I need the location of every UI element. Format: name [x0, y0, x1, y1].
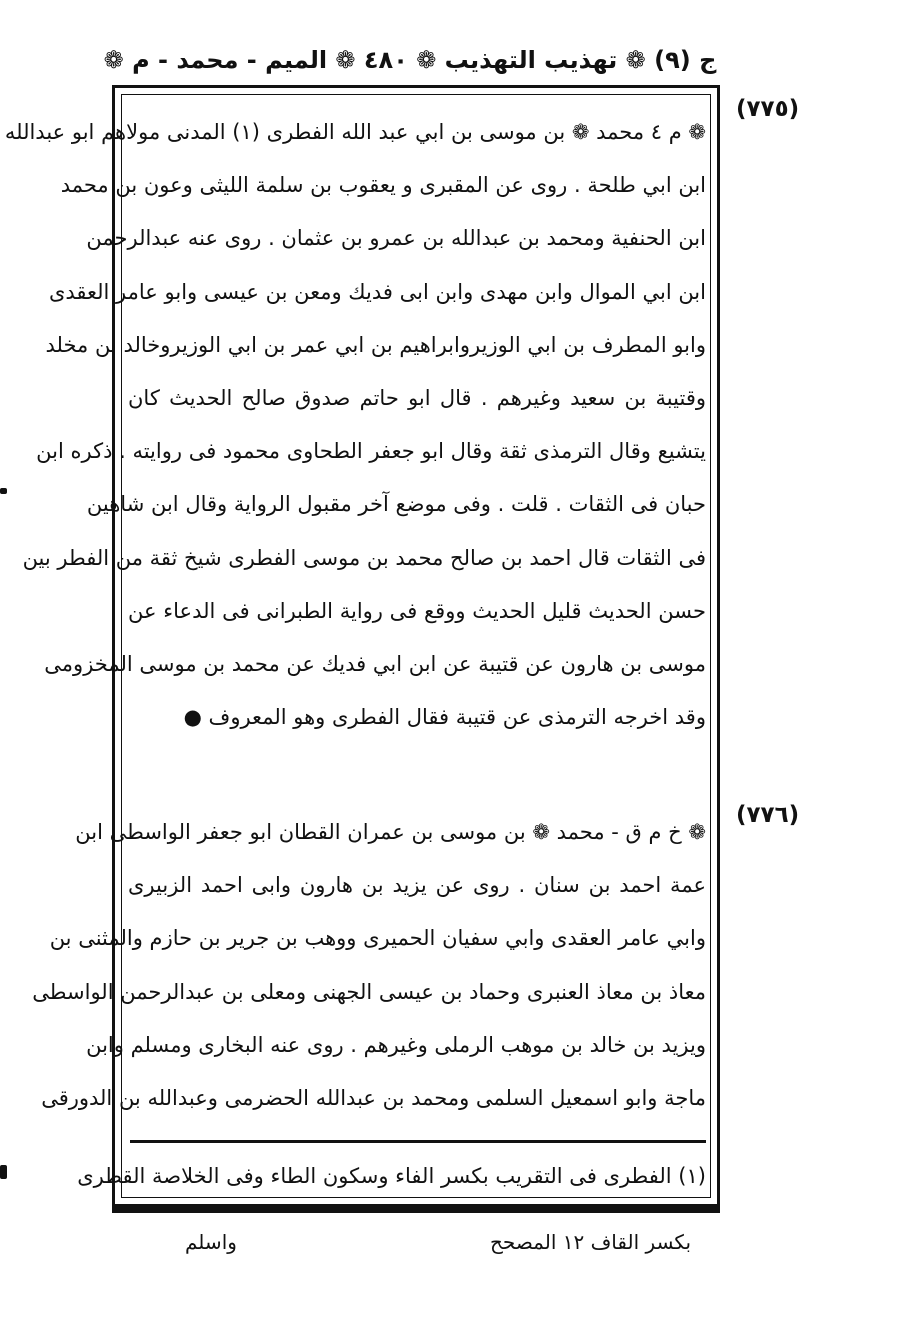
text-line: وقتيبة بن سعيد وغيرهم . قال ابو حاتم صدوق صالح الحديث كان	[128, 385, 706, 410]
text-line: موسى بن هارون عن قتيبة عن ابن ابي فديك عن محمد بن موسى المخزومى	[44, 651, 706, 676]
text-line: حبان فى الثقات . قلت . وفى موضع آخر مقبول الرواية وقال ابن شاهين	[86, 492, 706, 517]
text-line: ابن الحنفية ومحمد بن عبدالله بن عمرو بن عثمان . روى عنه عبدالرحمن	[86, 226, 706, 251]
text-line: يتشيع وقال الترمذى ثقة وقال ابو جعفر الطحاوى محمود فى روايته . ذكره ابن	[36, 439, 706, 464]
text-line: وقد اخرجه الترمذى عن قتيبة فقال الفطرى وهو المعروف ●	[183, 705, 706, 730]
text-line: ويزيد بن خالد بن موهب الرملى وغيرهم . روى عنه البخارى ومسلم وابن	[86, 1032, 706, 1057]
footnote: (١) الفطرى فى التقريب بكسر الفاء وسكون الطاء وفى الخلاصة القطرى	[77, 1164, 706, 1188]
catchword: واسلم	[185, 1230, 237, 1254]
text-line: حسن الحديث قليل الحديث ووقع فى رواية الطبرانى فى الدعاء عن	[128, 598, 706, 623]
entry-number: (٧٧٦)	[736, 802, 800, 828]
text-line: ماجة وابو اسمعيل السلمى ومحمد بن عبدالله الحضرمى وعبدالله بن الدورقى	[41, 1085, 706, 1110]
scan-edge-mark	[0, 488, 7, 494]
entry-776-text	[32, 806, 706, 1125]
text-line: ابن ابي الموال وابن مهدى وابن ابى فديك ومعن بن عيسى وابو عامر العقدى	[48, 279, 706, 304]
text-line: معاذ بن معاذ العنبرى وحماد بن عيسى الجهنى ومعلى بن عبدالرحمن الواسطى	[32, 979, 706, 1004]
footnote-continuation: بكسر القاف ١٢ المصحح	[490, 1230, 692, 1254]
text-line: ابن ابي طلحة . روى عن المقبرى و يعقوب بن سلمة الليثى وعون بن محمد	[60, 173, 706, 198]
text-line: فى الثقات قال احمد بن صالح محمد بن موسى الفطرى شيخ ثقة من الفطر بين	[22, 545, 706, 570]
entry-775-text	[4, 106, 706, 744]
text-line: وابو المطرف بن ابي الوزيروابراهيم بن ابي عمر بن ابي الوزيروخالد بن مخلد	[45, 332, 706, 357]
entry-number: (٧٧٥)	[736, 96, 800, 122]
running-header: ج (٩) ❁ تهذيب التهذيب ❁ ٤٨٠ ❁ الميم - محمد - م ❁	[103, 46, 717, 74]
frame-bottom-rule	[115, 1204, 717, 1210]
footnote-divider	[130, 1140, 706, 1143]
text-line: وابي عامر العقدى وابي سفيان الحميرى ووهب بن جرير بن حازم والمثنى بن	[49, 926, 706, 951]
scan-edge-mark	[0, 1165, 7, 1179]
text-line: ❁ م ٤ محمد ❁ بن موسى بن ابي عبد الله الفطرى (١) المدنى مولاهم ابو عبدالله	[4, 120, 706, 144]
text-line: ❁ خ م ق - محمد ❁ بن موسى بن عمران القطان ابو جعفر الواسطى ابن	[75, 820, 706, 844]
text-line: عمة احمد بن سنان . روى عن يزيد بن هارون وابى احمد الزبيرى	[128, 873, 706, 898]
